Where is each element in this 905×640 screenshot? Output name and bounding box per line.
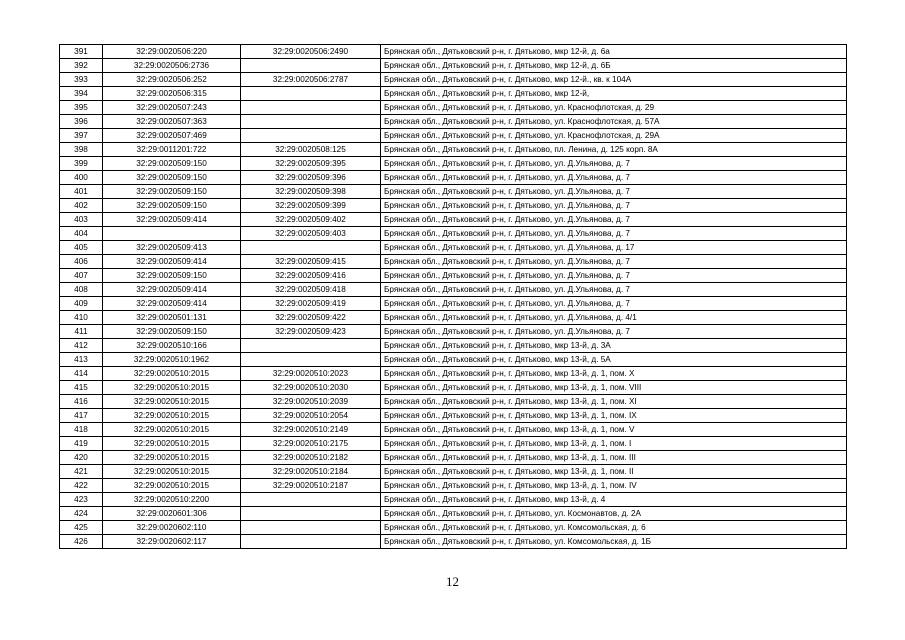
address-cell: Брянская обл., Дятьковский р-н, г. Дятьково, мкр 13-й, д. 1, пом. X bbox=[381, 367, 847, 381]
row-number-cell: 391 bbox=[60, 45, 103, 59]
object-cadastral-number-cell bbox=[241, 129, 381, 143]
table-row bbox=[60, 199, 847, 213]
row-number-cell: 404 bbox=[60, 227, 103, 241]
object-cadastral-number-cell: 32:29:0020509:399 bbox=[241, 199, 381, 213]
address-cell: Брянская обл., Дятьковский р-н, г. Дятьково, мкр 12-й, bbox=[381, 87, 847, 101]
address-cell: Брянская обл., Дятьковский р-н, г. Дятьково, ул. Д.Ульянова, д. 4/1 bbox=[381, 311, 847, 325]
object-cadastral-number-cell: 32:29:0020509:419 bbox=[241, 297, 381, 311]
object-cadastral-number-cell: 32:29:0020509:423 bbox=[241, 325, 381, 339]
table-row bbox=[60, 409, 847, 423]
row-number-cell: 405 bbox=[60, 241, 103, 255]
row-number-cell: 409 bbox=[60, 297, 103, 311]
table-row bbox=[60, 73, 847, 87]
address-cell: Брянская обл., Дятьковский р-н, г. Дятьково, ул. Д.Ульянова, д. 7 bbox=[381, 297, 847, 311]
land-cadastral-number-cell: 32:29:0020510:2015 bbox=[103, 437, 241, 451]
address-cell: Брянская обл., Дятьковский р-н, г. Дятьково, ул. Краснофлотская, д. 57А bbox=[381, 115, 847, 129]
object-cadastral-number-cell: 32:29:0020510:2182 bbox=[241, 451, 381, 465]
table-row bbox=[60, 87, 847, 101]
row-number-cell: 411 bbox=[60, 325, 103, 339]
row-number-cell: 407 bbox=[60, 269, 103, 283]
address-cell: Брянская обл., Дятьковский р-н, г. Дятьково, ул. Д.Ульянова, д. 7 bbox=[381, 227, 847, 241]
address-cell: Брянская обл., Дятьковский р-н, г. Дятьково, мкр 12-й., кв. к 104А bbox=[381, 73, 847, 87]
table-row bbox=[60, 45, 847, 59]
row-number-cell: 413 bbox=[60, 353, 103, 367]
row-number-cell: 422 bbox=[60, 479, 103, 493]
row-number-cell: 408 bbox=[60, 283, 103, 297]
address-cell: Брянская обл., Дятьковский р-н, г. Дятьково, ул. Краснофлотская, д. 29А bbox=[381, 129, 847, 143]
cadastral-registry-table bbox=[59, 44, 847, 549]
object-cadastral-number-cell: 32:29:0020510:2023 bbox=[241, 367, 381, 381]
table-row bbox=[60, 157, 847, 171]
land-cadastral-number-cell: 32:29:0020602:110 bbox=[103, 521, 241, 535]
object-cadastral-number-cell bbox=[241, 241, 381, 255]
address-cell: Брянская обл., Дятьковский р-н, г. Дятьково, ул. Комсомольская, д. 6 bbox=[381, 521, 847, 535]
object-cadastral-number-cell bbox=[241, 339, 381, 353]
table-row bbox=[60, 451, 847, 465]
land-cadastral-number-cell: 32:29:0020501:131 bbox=[103, 311, 241, 325]
page-number: 12 bbox=[446, 574, 459, 589]
table-row bbox=[60, 297, 847, 311]
table-row bbox=[60, 395, 847, 409]
object-cadastral-number-cell bbox=[241, 493, 381, 507]
address-cell: Брянская обл., Дятьковский р-н, г. Дятьково, мкр 13-й, д. 1, пом. V bbox=[381, 423, 847, 437]
table-row bbox=[60, 59, 847, 73]
object-cadastral-number-cell: 32:29:0020510:2175 bbox=[241, 437, 381, 451]
object-cadastral-number-cell bbox=[241, 521, 381, 535]
table-row bbox=[60, 115, 847, 129]
address-cell: Брянская обл., Дятьковский р-н, г. Дятьково, мкр 12-й, д. 6Б bbox=[381, 59, 847, 73]
row-number-cell: 417 bbox=[60, 409, 103, 423]
address-cell: Брянская обл., Дятьковский р-н, г. Дятьково, мкр 13-й, д. 5А bbox=[381, 353, 847, 367]
table-row bbox=[60, 381, 847, 395]
object-cadastral-number-cell: 32:29:0020510:2039 bbox=[241, 395, 381, 409]
table-row bbox=[60, 367, 847, 381]
object-cadastral-number-cell: 32:29:0020509:398 bbox=[241, 185, 381, 199]
row-number-cell: 403 bbox=[60, 213, 103, 227]
table-row bbox=[60, 507, 847, 521]
table-row bbox=[60, 353, 847, 367]
table-row bbox=[60, 493, 847, 507]
address-cell: Брянская обл., Дятьковский р-н, г. Дятьково, мкр 12-й, д. 6а bbox=[381, 45, 847, 59]
table-row bbox=[60, 129, 847, 143]
table-row bbox=[60, 255, 847, 269]
object-cadastral-number-cell: 32:29:0020509:418 bbox=[241, 283, 381, 297]
address-cell: Брянская обл., Дятьковский р-н, г. Дятьково, мкр 13-й, д. 1, пом. IV bbox=[381, 479, 847, 493]
table-row bbox=[60, 311, 847, 325]
row-number-cell: 398 bbox=[60, 143, 103, 157]
address-cell: Брянская обл., Дятьковский р-н, г. Дятьково, ул. Д.Ульянова, д. 7 bbox=[381, 213, 847, 227]
table-row bbox=[60, 325, 847, 339]
address-cell: Брянская обл., Дятьковский р-н, г. Дятьково, ул. Д.Ульянова, д. 17 bbox=[381, 241, 847, 255]
row-number-cell: 419 bbox=[60, 437, 103, 451]
land-cadastral-number-cell: 32:29:0020509:150 bbox=[103, 157, 241, 171]
object-cadastral-number-cell: 32:29:0020509:402 bbox=[241, 213, 381, 227]
land-cadastral-number-cell: 32:29:0020510:1962 bbox=[103, 353, 241, 367]
land-cadastral-number-cell: 32:29:0020506:2736 bbox=[103, 59, 241, 73]
address-cell: Брянская обл., Дятьковский р-н, г. Дятьково, ул. Д.Ульянова, д. 7 bbox=[381, 325, 847, 339]
row-number-cell: 393 bbox=[60, 73, 103, 87]
row-number-cell: 394 bbox=[60, 87, 103, 101]
table-row bbox=[60, 213, 847, 227]
land-cadastral-number-cell: 32:29:0020509:150 bbox=[103, 185, 241, 199]
object-cadastral-number-cell bbox=[241, 507, 381, 521]
land-cadastral-number-cell: 32:29:0020510:2015 bbox=[103, 367, 241, 381]
table-body bbox=[60, 45, 847, 549]
row-number-cell: 396 bbox=[60, 115, 103, 129]
land-cadastral-number-cell: 32:29:0020510:2015 bbox=[103, 381, 241, 395]
land-cadastral-number-cell: 32:29:0020506:252 bbox=[103, 73, 241, 87]
land-cadastral-number-cell: 32:29:0020510:2015 bbox=[103, 395, 241, 409]
table-row bbox=[60, 227, 847, 241]
address-cell: Брянская обл., Дятьковский р-н, г. Дятьково, ул. Д.Ульянова, д. 7 bbox=[381, 199, 847, 213]
land-cadastral-number-cell: 32:29:0020509:413 bbox=[103, 241, 241, 255]
land-cadastral-number-cell: 32:29:0020507:243 bbox=[103, 101, 241, 115]
object-cadastral-number-cell: 32:29:0020509:415 bbox=[241, 255, 381, 269]
address-cell: Брянская обл., Дятьковский р-н, г. Дятьково, мкр 13-й, д. 1, пом. III bbox=[381, 451, 847, 465]
land-cadastral-number-cell: 32:29:0020509:150 bbox=[103, 325, 241, 339]
address-cell: Брянская обл., Дятьковский р-н, г. Дятьково, ул. Д.Ульянова, д. 7 bbox=[381, 185, 847, 199]
address-cell: Брянская обл., Дятьковский р-н, г. Дятьково, пл. Ленина, д. 125 корп. 8А bbox=[381, 143, 847, 157]
land-cadastral-number-cell: 32:29:0020510:2015 bbox=[103, 465, 241, 479]
land-cadastral-number-cell: 32:29:0020509:414 bbox=[103, 283, 241, 297]
object-cadastral-number-cell: 32:29:0020506:2490 bbox=[241, 45, 381, 59]
address-cell: Брянская обл., Дятьковский р-н, г. Дятьково, мкр 13-й, д. 1, пом. I bbox=[381, 437, 847, 451]
object-cadastral-number-cell: 32:29:0020510:2187 bbox=[241, 479, 381, 493]
object-cadastral-number-cell: 32:29:0020510:2054 bbox=[241, 409, 381, 423]
row-number-cell: 425 bbox=[60, 521, 103, 535]
row-number-cell: 426 bbox=[60, 535, 103, 549]
land-cadastral-number-cell bbox=[103, 227, 241, 241]
land-cadastral-number-cell: 32:29:0020509:150 bbox=[103, 171, 241, 185]
address-cell: Брянская обл., Дятьковский р-н, г. Дятьково, ул. Д.Ульянова, д. 7 bbox=[381, 157, 847, 171]
table-row bbox=[60, 269, 847, 283]
object-cadastral-number-cell: 32:29:0020509:403 bbox=[241, 227, 381, 241]
address-cell: Брянская обл., Дятьковский р-н, г. Дятьково, ул. Комсомольская, д. 1Б bbox=[381, 535, 847, 549]
table-row bbox=[60, 423, 847, 437]
table-row bbox=[60, 535, 847, 549]
land-cadastral-number-cell: 32:29:0020507:363 bbox=[103, 115, 241, 129]
object-cadastral-number-cell bbox=[241, 101, 381, 115]
row-number-cell: 401 bbox=[60, 185, 103, 199]
row-number-cell: 400 bbox=[60, 171, 103, 185]
address-cell: Брянская обл., Дятьковский р-н, г. Дятьково, мкр 13-й, д. 1, пом. XI bbox=[381, 395, 847, 409]
address-cell: Брянская обл., Дятьковский р-н, г. Дятьково, мкр 13-й, д. 1, пом. II bbox=[381, 465, 847, 479]
address-cell: Брянская обл., Дятьковский р-н, г. Дятьково, ул. Космонавтов, д. 2А bbox=[381, 507, 847, 521]
row-number-cell: 418 bbox=[60, 423, 103, 437]
land-cadastral-number-cell: 32:29:0020506:220 bbox=[103, 45, 241, 59]
row-number-cell: 421 bbox=[60, 465, 103, 479]
object-cadastral-number-cell bbox=[241, 535, 381, 549]
table-row bbox=[60, 283, 847, 297]
table-row bbox=[60, 521, 847, 535]
land-cadastral-number-cell: 32:29:0020509:414 bbox=[103, 297, 241, 311]
object-cadastral-number-cell: 32:29:0020509:395 bbox=[241, 157, 381, 171]
land-cadastral-number-cell: 32:29:0020510:2200 bbox=[103, 493, 241, 507]
land-cadastral-number-cell: 32:29:0020510:2015 bbox=[103, 409, 241, 423]
land-cadastral-number-cell: 32:29:0020509:150 bbox=[103, 199, 241, 213]
object-cadastral-number-cell: 32:29:0020510:2149 bbox=[241, 423, 381, 437]
table-row bbox=[60, 101, 847, 115]
table-row bbox=[60, 171, 847, 185]
row-number-cell: 412 bbox=[60, 339, 103, 353]
table-row bbox=[60, 185, 847, 199]
row-number-cell: 424 bbox=[60, 507, 103, 521]
address-cell: Брянская обл., Дятьковский р-н, г. Дятьково, ул. Д.Ульянова, д. 7 bbox=[381, 269, 847, 283]
object-cadastral-number-cell: 32:29:0020506:2787 bbox=[241, 73, 381, 87]
table-row bbox=[60, 339, 847, 353]
object-cadastral-number-cell bbox=[241, 87, 381, 101]
land-cadastral-number-cell: 32:29:0020506:315 bbox=[103, 87, 241, 101]
object-cadastral-number-cell: 32:29:0020508:125 bbox=[241, 143, 381, 157]
row-number-cell: 392 bbox=[60, 59, 103, 73]
land-cadastral-number-cell: 32:29:0011201:722 bbox=[103, 143, 241, 157]
land-cadastral-number-cell: 32:29:0020509:414 bbox=[103, 213, 241, 227]
row-number-cell: 423 bbox=[60, 493, 103, 507]
table-row bbox=[60, 465, 847, 479]
object-cadastral-number-cell bbox=[241, 353, 381, 367]
object-cadastral-number-cell bbox=[241, 115, 381, 129]
address-cell: Брянская обл., Дятьковский р-н, г. Дятьково, ул. Д.Ульянова, д. 7 bbox=[381, 255, 847, 269]
table-row bbox=[60, 479, 847, 493]
row-number-cell: 399 bbox=[60, 157, 103, 171]
row-number-cell: 395 bbox=[60, 101, 103, 115]
object-cadastral-number-cell: 32:29:0020510:2030 bbox=[241, 381, 381, 395]
land-cadastral-number-cell: 32:29:0020510:166 bbox=[103, 339, 241, 353]
row-number-cell: 402 bbox=[60, 199, 103, 213]
row-number-cell: 415 bbox=[60, 381, 103, 395]
object-cadastral-number-cell bbox=[241, 59, 381, 73]
address-cell: Брянская обл., Дятьковский р-н, г. Дятьково, мкр 13-й, д. 1, пом. IX bbox=[381, 409, 847, 423]
table-row bbox=[60, 143, 847, 157]
address-cell: Брянская обл., Дятьковский р-н, г. Дятьково, мкр 13-й, д. 3А bbox=[381, 339, 847, 353]
land-cadastral-number-cell: 32:29:0020601:306 bbox=[103, 507, 241, 521]
land-cadastral-number-cell: 32:29:0020509:150 bbox=[103, 269, 241, 283]
land-cadastral-number-cell: 32:29:0020507:469 bbox=[103, 129, 241, 143]
land-cadastral-number-cell: 32:29:0020510:2015 bbox=[103, 423, 241, 437]
address-cell: Брянская обл., Дятьковский р-н, г. Дятьково, ул. Д.Ульянова, д. 7 bbox=[381, 283, 847, 297]
row-number-cell: 397 bbox=[60, 129, 103, 143]
row-number-cell: 414 bbox=[60, 367, 103, 381]
object-cadastral-number-cell: 32:29:0020509:422 bbox=[241, 311, 381, 325]
object-cadastral-number-cell: 32:29:0020509:396 bbox=[241, 171, 381, 185]
row-number-cell: 410 bbox=[60, 311, 103, 325]
address-cell: Брянская обл., Дятьковский р-н, г. Дятьково, мкр 13-й, д. 1, пом. VIII bbox=[381, 381, 847, 395]
address-cell: Брянская обл., Дятьковский р-н, г. Дятьково, мкр 13-й, д. 4 bbox=[381, 493, 847, 507]
land-cadastral-number-cell: 32:29:0020509:414 bbox=[103, 255, 241, 269]
document-page bbox=[59, 44, 847, 549]
land-cadastral-number-cell: 32:29:0020510:2015 bbox=[103, 451, 241, 465]
row-number-cell: 416 bbox=[60, 395, 103, 409]
row-number-cell: 406 bbox=[60, 255, 103, 269]
table-row bbox=[60, 241, 847, 255]
object-cadastral-number-cell: 32:29:0020509:416 bbox=[241, 269, 381, 283]
object-cadastral-number-cell: 32:29:0020510:2184 bbox=[241, 465, 381, 479]
land-cadastral-number-cell: 32:29:0020510:2015 bbox=[103, 479, 241, 493]
table-row bbox=[60, 437, 847, 451]
row-number-cell: 420 bbox=[60, 451, 103, 465]
land-cadastral-number-cell: 32:29:0020602:117 bbox=[103, 535, 241, 549]
address-cell: Брянская обл., Дятьковский р-н, г. Дятьково, ул. Д.Ульянова, д. 7 bbox=[381, 171, 847, 185]
address-cell: Брянская обл., Дятьковский р-н, г. Дятьково, ул. Краснофлотская, д. 29 bbox=[381, 101, 847, 115]
